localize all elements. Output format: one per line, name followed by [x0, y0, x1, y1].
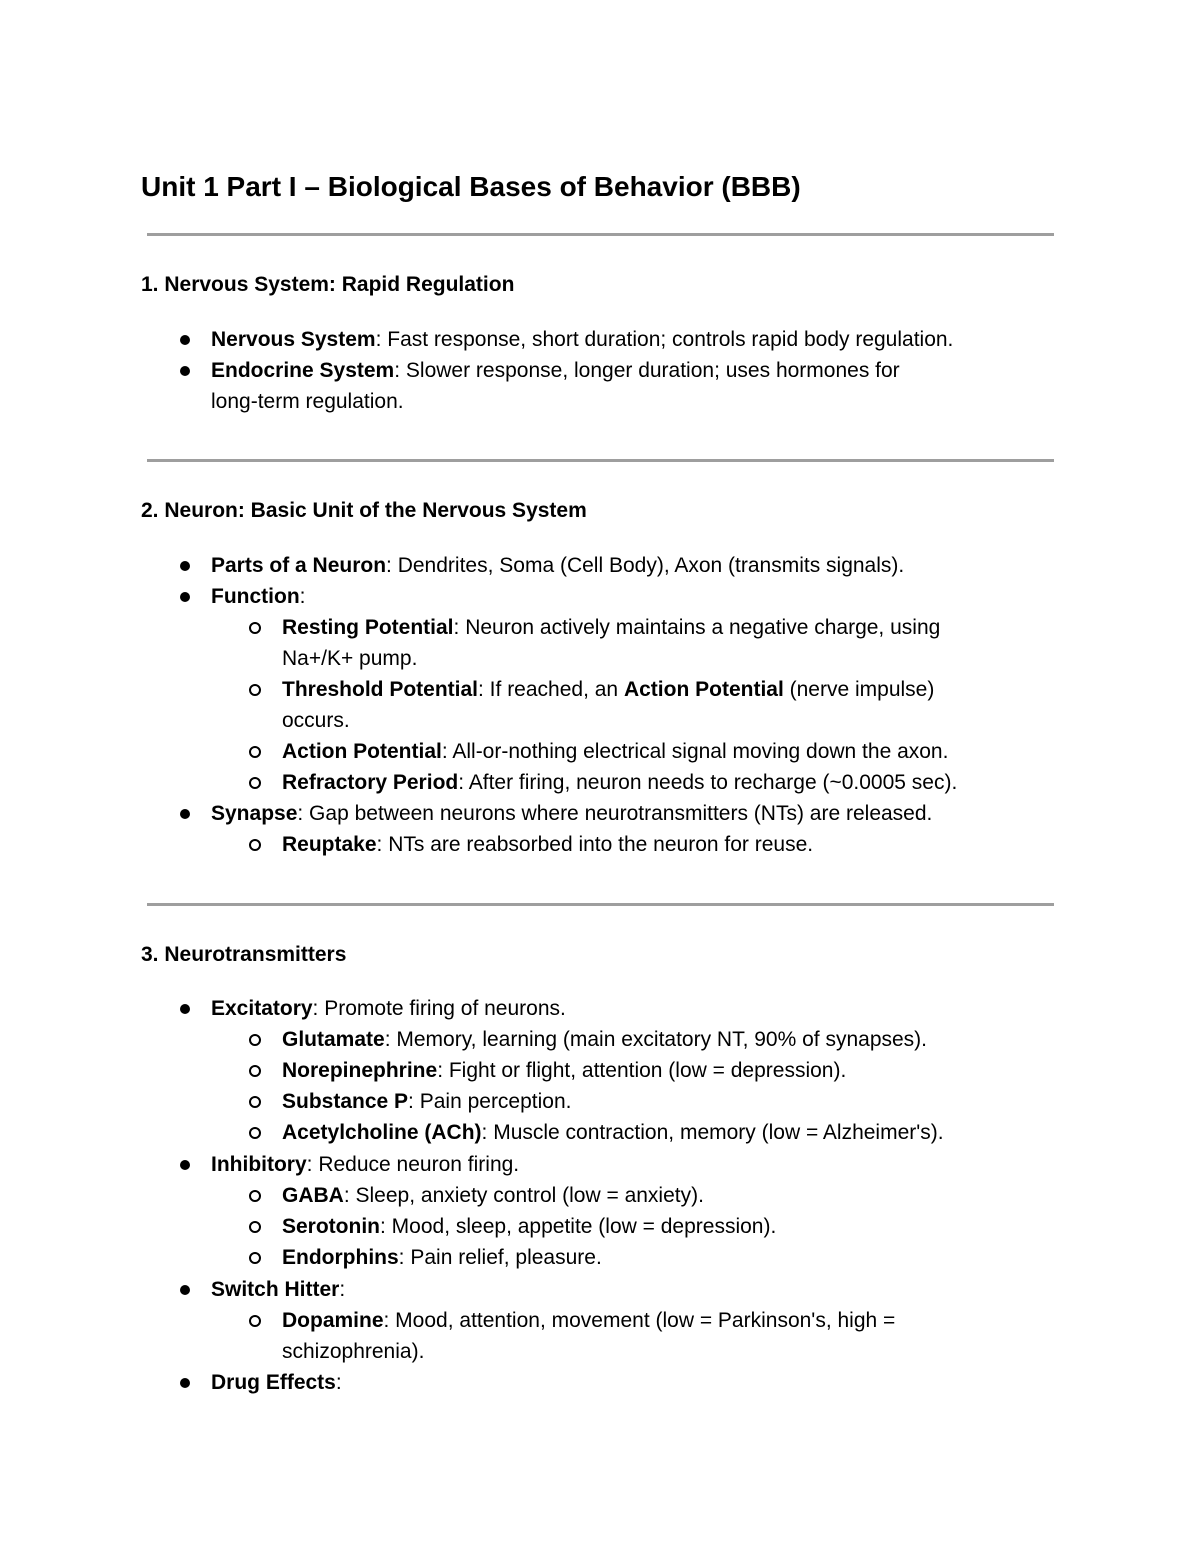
sub-list-item-continuation — [282, 643, 417, 674]
item-text: : Reduce neuron firing. — [306, 1153, 520, 1176]
document-title: Unit 1 Part I – Biological Bases of Behavior (BBB) — [141, 171, 801, 202]
item-text: : Mood, sleep, appetite (low = depression). — [380, 1215, 777, 1238]
item-text: : NTs are reabsorbed into the neuron for reuse. — [376, 833, 814, 856]
item-term: Acetylcholine (ACh) — [282, 1121, 482, 1144]
sub-list-item — [282, 1086, 571, 1117]
item-text: occurs. — [282, 709, 350, 732]
item-term: Action Potential — [282, 740, 442, 763]
sub-list-item — [282, 767, 957, 798]
sub-list-item — [282, 1211, 776, 1242]
item-text: Na+/K+ pump. — [282, 647, 418, 670]
hollow-bullet-icon — [249, 777, 261, 789]
list-item — [211, 581, 306, 612]
bullet-icon — [180, 561, 190, 571]
item-term: Excitatory — [211, 997, 313, 1020]
list-item — [211, 993, 566, 1024]
sub-list-item — [282, 1055, 846, 1086]
item-text: : Pain relief, pleasure. — [398, 1246, 602, 1269]
hollow-bullet-icon — [249, 684, 261, 696]
section-divider — [147, 459, 1054, 462]
item-term: Reuptake — [282, 833, 377, 856]
list-item — [211, 1149, 519, 1180]
item-term: Switch Hitter — [211, 1278, 340, 1301]
bullet-icon — [180, 1160, 190, 1170]
sub-list-item-continuation — [282, 1336, 424, 1367]
item-text: : — [335, 1371, 342, 1394]
sub-list-item — [282, 674, 934, 705]
hollow-bullet-icon — [249, 622, 261, 634]
item-term: Inhibitory — [211, 1153, 307, 1176]
sub-list-item — [282, 1180, 704, 1211]
item-term: Endocrine System — [211, 359, 395, 382]
hollow-bullet-icon — [249, 1034, 261, 1046]
item-term: Resting Potential — [282, 616, 454, 639]
sub-list-item — [282, 829, 813, 860]
item-text: : Dendrites, Soma (Cell Body), Axon (transmits signals). — [386, 554, 905, 577]
item-term: Nervous System — [211, 328, 376, 351]
item-text: long-term regulation. — [211, 390, 404, 413]
sub-list-item-continuation — [282, 705, 350, 736]
item-text: : Muscle contraction, memory (low = Alzheimer's). — [481, 1121, 944, 1144]
item-text: : Mood, attention, movement (low = Parkinson's, high = — [383, 1309, 896, 1332]
item-term: GABA — [282, 1184, 344, 1207]
item-term: Dopamine — [282, 1309, 384, 1332]
section-divider — [147, 233, 1054, 236]
item-text: (nerve impulse) — [783, 678, 935, 701]
item-term: Endorphins — [282, 1246, 399, 1269]
sub-list-item — [282, 1305, 895, 1336]
item-term: Synapse — [211, 802, 298, 825]
hollow-bullet-icon — [249, 1096, 261, 1108]
sub-list-item — [282, 1242, 602, 1273]
item-text: : Memory, learning (main excitatory NT, 90% of synapses). — [384, 1028, 928, 1051]
bullet-icon — [180, 335, 190, 345]
section-heading: 2. Neuron: Basic Unit of the Nervous System — [141, 499, 587, 522]
item-term: Norepinephrine — [282, 1059, 438, 1082]
list-item — [211, 1274, 345, 1305]
item-term: Threshold Potential — [282, 678, 479, 701]
item-text: : Fast response, short duration; controls rapid body regulation. — [375, 328, 954, 351]
item-text: : Neuron actively maintains a negative charge, using — [453, 616, 941, 639]
item-term: Drug Effects — [211, 1371, 336, 1394]
sub-list-item — [282, 1024, 927, 1055]
hollow-bullet-icon — [249, 839, 261, 851]
bullet-icon — [180, 809, 190, 819]
hollow-bullet-icon — [249, 1127, 261, 1139]
list-item — [211, 798, 932, 829]
bullet-icon — [180, 1285, 190, 1295]
hollow-bullet-icon — [249, 746, 261, 758]
hollow-bullet-icon — [249, 1190, 261, 1202]
item-text: : Promote firing of neurons. — [312, 997, 566, 1020]
section-divider — [147, 903, 1054, 906]
list-item — [211, 550, 904, 581]
item-text: : If reached, an — [478, 678, 624, 701]
bullet-icon — [180, 1004, 190, 1014]
item-text: : All-or-nothing electrical signal moving down the axon. — [441, 740, 949, 763]
item-text: : Pain perception. — [408, 1090, 572, 1113]
item-text: : Sleep, anxiety control (low = anxiety). — [343, 1184, 704, 1207]
bullet-icon — [180, 1378, 190, 1388]
item-text: : — [299, 585, 306, 608]
item-text: : After firing, neuron needs to recharge (~0.0005 sec). — [458, 771, 958, 794]
item-term: Function — [211, 585, 300, 608]
hollow-bullet-icon — [249, 1221, 261, 1233]
list-item — [211, 324, 953, 355]
item-text: : Gap between neurons where neurotransmitters (NTs) are released. — [297, 802, 933, 825]
item-term: Refractory Period — [282, 771, 459, 794]
list-item — [211, 1367, 342, 1398]
item-text: schizophrenia). — [282, 1340, 425, 1363]
hollow-bullet-icon — [249, 1315, 261, 1327]
item-text: : Slower response, longer duration; uses hormones for — [394, 359, 900, 382]
item-text: : Fight or flight, attention (low = depression). — [437, 1059, 847, 1082]
section-heading: 1. Nervous System: Rapid Regulation — [141, 273, 515, 296]
item-term: Parts of a Neuron — [211, 554, 387, 577]
item-term: Action Potential — [623, 678, 784, 701]
item-text: : — [339, 1278, 346, 1301]
bullet-icon — [180, 366, 190, 376]
section-heading: 3. Neurotransmitters — [141, 943, 347, 966]
bullet-icon — [180, 592, 190, 602]
list-item — [211, 355, 900, 386]
item-term: Substance P — [282, 1090, 409, 1113]
sub-list-item — [282, 736, 948, 767]
hollow-bullet-icon — [249, 1252, 261, 1264]
item-term: Serotonin — [282, 1215, 380, 1238]
list-item-continuation — [211, 386, 404, 417]
item-term: Glutamate — [282, 1028, 385, 1051]
sub-list-item — [282, 612, 940, 643]
hollow-bullet-icon — [249, 1065, 261, 1077]
sub-list-item — [282, 1117, 944, 1148]
